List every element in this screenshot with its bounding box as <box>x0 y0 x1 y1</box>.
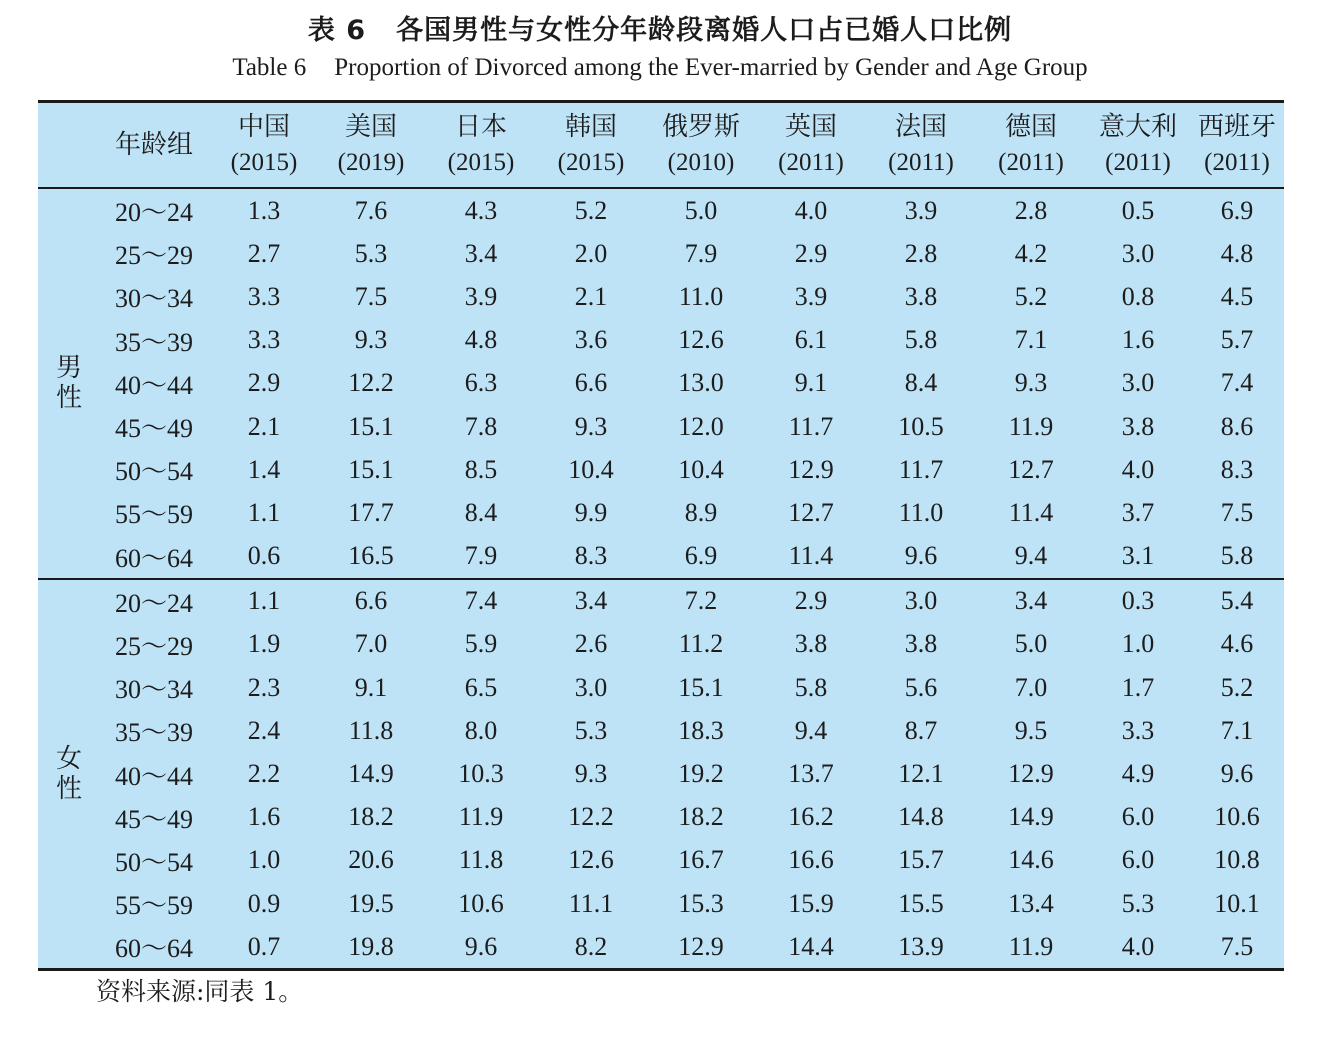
table-row <box>38 709 1284 752</box>
value-cell: 9.9 <box>574 497 608 527</box>
value-cell: 1.1 <box>247 497 281 527</box>
header-country-name: 法国 <box>894 112 947 142</box>
value-cell: 4.0 <box>1121 931 1155 961</box>
value-cell: 2.9 <box>794 238 828 268</box>
value-cell: 9.1 <box>354 672 388 702</box>
value-cell: 8.2 <box>574 931 608 961</box>
value-cell: 3.8 <box>904 629 938 659</box>
value-cell: 2.3 <box>247 672 281 702</box>
table-row <box>38 491 1284 534</box>
value-cell: 3.6 <box>574 325 608 355</box>
age-group-cell: 45～49 <box>114 804 193 834</box>
value-cell: 4.3 <box>464 195 498 225</box>
value-cell: 3.0 <box>574 672 608 702</box>
table-row <box>38 535 1284 579</box>
value-cell: 5.8 <box>794 672 828 702</box>
value-cell: 4.2 <box>1014 238 1048 268</box>
age-group-cell: 30～34 <box>114 284 193 314</box>
header-country-year: (2011) <box>1204 149 1270 176</box>
table-row <box>38 448 1284 491</box>
value-cell: 9.6 <box>464 931 498 961</box>
value-cell: 11.4 <box>788 541 834 571</box>
value-cell: 3.8 <box>794 629 828 659</box>
value-cell: 10.4 <box>678 454 724 484</box>
value-cell: 17.7 <box>348 497 394 527</box>
table-row <box>38 405 1284 448</box>
value-cell: 3.9 <box>794 281 828 311</box>
value-cell: 7.0 <box>354 629 388 659</box>
table-row <box>38 839 1284 882</box>
value-cell: 7.1 <box>1220 715 1254 745</box>
value-cell: 12.6 <box>568 845 614 875</box>
value-cell: 1.6 <box>247 802 281 832</box>
age-group-cell: 25～29 <box>114 631 193 661</box>
value-cell: 0.6 <box>247 541 281 571</box>
value-cell: 6.5 <box>464 672 498 702</box>
value-cell: 16.2 <box>788 802 834 832</box>
header-country-year: (2011) <box>1105 149 1171 176</box>
value-cell: 7.0 <box>1014 672 1048 702</box>
value-cell: 8.0 <box>464 715 498 745</box>
table-title-english-text: Proportion of Divorced among the Ever-married by Gender and Age Group <box>334 54 1088 81</box>
value-cell: 4.8 <box>464 325 498 355</box>
header-country-name: 俄罗斯 <box>661 112 740 142</box>
value-cell: 3.0 <box>1121 238 1155 268</box>
value-cell: 12.7 <box>788 497 834 527</box>
value-cell: 15.1 <box>678 672 724 702</box>
value-cell: 16.5 <box>348 541 394 571</box>
value-cell: 5.3 <box>354 238 388 268</box>
header-country-name: 英国 <box>784 112 837 142</box>
age-group-cell: 60～64 <box>114 543 193 573</box>
value-cell: 6.1 <box>794 325 828 355</box>
value-cell: 5.9 <box>464 629 498 659</box>
value-cell: 13.0 <box>678 368 724 398</box>
value-cell: 12.9 <box>788 454 834 484</box>
value-cell: 0.8 <box>1121 281 1155 311</box>
value-cell: 4.0 <box>794 195 828 225</box>
value-cell: 15.1 <box>348 411 394 441</box>
gender-group-label: 女 性 <box>38 579 96 970</box>
value-cell: 5.2 <box>1014 281 1048 311</box>
header-country <box>756 102 866 189</box>
value-cell: 2.6 <box>574 629 608 659</box>
value-cell: 4.8 <box>1220 238 1254 268</box>
value-cell: 7.9 <box>464 541 498 571</box>
value-cell: 2.4 <box>247 715 281 745</box>
table-title-chinese-text: 各国男性与女性分年龄段离婚人口占已婚人口比例 <box>396 15 1013 46</box>
value-cell: 13.9 <box>898 931 944 961</box>
table-row <box>38 796 1284 839</box>
table-row <box>38 188 1284 232</box>
header-country <box>1086 102 1190 189</box>
value-cell: 7.9 <box>684 238 718 268</box>
header-country-year: (2015) <box>447 149 515 176</box>
header-country-name: 韩国 <box>564 112 617 142</box>
value-cell: 19.2 <box>678 759 724 789</box>
value-cell: 1.9 <box>247 629 281 659</box>
value-cell: 3.8 <box>1121 411 1155 441</box>
table-row <box>38 362 1284 405</box>
value-cell: 12.6 <box>678 325 724 355</box>
value-cell: 11.9 <box>458 802 504 832</box>
value-cell: 6.9 <box>684 541 718 571</box>
value-cell: 2.9 <box>247 368 281 398</box>
value-cell: 15.3 <box>678 888 724 918</box>
value-cell: 6.6 <box>574 368 608 398</box>
value-cell: 3.4 <box>976 579 1086 623</box>
header-country-name: 美国 <box>344 112 397 142</box>
value-cell: 11.9 <box>1008 411 1054 441</box>
age-group-cell: 35～39 <box>114 327 193 357</box>
value-cell: 9.3 <box>574 759 608 789</box>
value-cell: 19.8 <box>348 931 394 961</box>
header-country <box>976 102 1086 189</box>
value-cell: 9.3 <box>354 325 388 355</box>
table-row <box>38 882 1284 925</box>
age-group-cell: 20～24 <box>114 198 193 228</box>
value-cell: 15.5 <box>898 888 944 918</box>
value-cell: 12.9 <box>1008 759 1054 789</box>
value-cell: 2.9 <box>756 579 866 623</box>
value-cell: 19.5 <box>348 888 394 918</box>
table-row <box>38 579 1284 623</box>
value-cell: 5.2 <box>574 195 608 225</box>
value-cell: 15.1 <box>348 454 394 484</box>
value-cell: 1.7 <box>1121 672 1155 702</box>
value-cell: 13.7 <box>788 759 834 789</box>
value-cell: 3.4 <box>464 238 498 268</box>
value-cell: 11.0 <box>678 281 724 311</box>
header-country-name: 德国 <box>1004 112 1057 142</box>
value-cell: 15.7 <box>898 845 944 875</box>
value-cell: 12.7 <box>1008 454 1054 484</box>
table-row <box>38 623 1284 666</box>
value-cell: 6.0 <box>1121 802 1155 832</box>
value-cell: 7.5 <box>354 281 388 311</box>
table-row <box>38 319 1284 362</box>
divorce-proportion-table <box>38 100 1284 971</box>
value-cell: 12.2 <box>568 802 614 832</box>
header-country-year: (2019) <box>337 149 405 176</box>
value-cell: 20.6 <box>348 845 394 875</box>
value-cell: 11.8 <box>348 715 394 745</box>
header-country <box>316 102 426 189</box>
value-cell: 2.8 <box>1014 195 1048 225</box>
age-group-cell: 25～29 <box>114 241 193 271</box>
header-age-group: 年龄组 <box>96 102 212 189</box>
value-cell: 11.2 <box>678 629 724 659</box>
value-cell: 8.5 <box>464 454 498 484</box>
value-cell: 11.4 <box>1008 497 1054 527</box>
value-cell: 9.1 <box>794 368 828 398</box>
table-row <box>38 275 1284 318</box>
value-cell: 7.2 <box>646 579 756 623</box>
value-cell: 8.3 <box>1220 454 1254 484</box>
value-cell: 8.6 <box>1220 411 1254 441</box>
value-cell: 0.5 <box>1121 195 1155 225</box>
age-group-cell: 35～39 <box>114 718 193 748</box>
value-cell: 5.8 <box>904 325 938 355</box>
age-group-cell: 55～59 <box>114 891 193 921</box>
header-country-year: (2015) <box>557 149 625 176</box>
value-cell: 3.8 <box>904 281 938 311</box>
value-cell: 3.1 <box>1121 541 1155 571</box>
value-cell: 2.0 <box>574 238 608 268</box>
value-cell: 2.2 <box>247 759 281 789</box>
age-group-cell: 20～24 <box>96 579 212 623</box>
header-country-name: 意大利 <box>1098 112 1177 142</box>
value-cell: 5.3 <box>1121 888 1155 918</box>
value-cell: 13.4 <box>1008 888 1054 918</box>
value-cell: 2.8 <box>904 238 938 268</box>
age-group-cell: 50～54 <box>114 457 193 487</box>
value-cell: 8.4 <box>464 497 498 527</box>
value-cell: 0.9 <box>247 888 281 918</box>
header-country <box>536 102 646 189</box>
table-number-chinese: 表 6 <box>307 15 367 46</box>
value-cell: 2.7 <box>247 238 281 268</box>
table-number-english: Table 6 <box>232 54 307 81</box>
value-cell: 3.4 <box>536 579 646 623</box>
value-cell: 3.3 <box>1121 715 1155 745</box>
value-cell: 1.6 <box>1121 325 1155 355</box>
age-group-cell: 40～44 <box>114 370 193 400</box>
value-cell: 7.4 <box>426 579 536 623</box>
value-cell: 10.1 <box>1214 888 1260 918</box>
value-cell: 5.2 <box>1220 672 1254 702</box>
value-cell: 11.8 <box>458 845 504 875</box>
table-row <box>38 666 1284 709</box>
value-cell: 3.9 <box>464 281 498 311</box>
value-cell: 10.8 <box>1214 845 1260 875</box>
value-cell: 3.3 <box>247 325 281 355</box>
value-cell: 11.7 <box>788 411 834 441</box>
value-cell: 9.4 <box>1014 541 1048 571</box>
value-cell: 11.7 <box>898 454 944 484</box>
value-cell: 9.5 <box>1014 715 1048 745</box>
value-cell: 7.1 <box>1014 325 1048 355</box>
value-cell: 7.5 <box>1220 497 1254 527</box>
value-cell: 9.3 <box>1014 368 1048 398</box>
value-cell: 1.3 <box>247 195 281 225</box>
value-cell: 12.1 <box>898 759 944 789</box>
value-cell: 9.6 <box>1220 759 1254 789</box>
value-cell: 4.9 <box>1121 759 1155 789</box>
value-cell: 7.4 <box>1220 368 1254 398</box>
value-cell: 1.0 <box>1121 629 1155 659</box>
age-group-cell: 40～44 <box>114 761 193 791</box>
header-country-name: 中国 <box>237 112 290 142</box>
value-cell: 12.2 <box>348 368 394 398</box>
value-cell: 5.0 <box>1014 629 1048 659</box>
value-cell: 11.9 <box>1008 931 1054 961</box>
table-row <box>38 232 1284 275</box>
age-group-cell: 45～49 <box>114 414 193 444</box>
value-cell: 14.6 <box>1008 845 1054 875</box>
table-title-english <box>0 54 1320 82</box>
value-cell: 6.6 <box>316 579 426 623</box>
value-cell: 1.0 <box>247 845 281 875</box>
value-cell: 6.3 <box>464 368 498 398</box>
value-cell: 2.1 <box>574 281 608 311</box>
value-cell: 1.4 <box>247 454 281 484</box>
value-cell: 18.2 <box>348 802 394 832</box>
value-cell: 12.9 <box>678 931 724 961</box>
value-cell: 5.3 <box>574 715 608 745</box>
value-cell: 8.4 <box>904 368 938 398</box>
value-cell: 18.2 <box>678 802 724 832</box>
header-country-year: (2015) <box>230 149 298 176</box>
value-cell: 3.3 <box>247 281 281 311</box>
value-cell: 10.6 <box>1214 802 1260 832</box>
value-cell: 6.0 <box>1121 845 1155 875</box>
header-country <box>212 102 316 189</box>
value-cell: 6.9 <box>1220 195 1254 225</box>
header-country <box>426 102 536 189</box>
header-country-year: (2011) <box>998 149 1064 176</box>
value-cell: 11.0 <box>898 497 944 527</box>
header-country <box>646 102 756 189</box>
table-row <box>38 925 1284 970</box>
value-cell: 2.1 <box>247 411 281 441</box>
age-group-cell: 50～54 <box>114 847 193 877</box>
source-note: 资料来源:同表 1。 <box>96 977 304 1006</box>
table-header-row <box>38 102 1284 189</box>
table-row <box>38 752 1284 795</box>
value-cell: 4.6 <box>1220 629 1254 659</box>
gender-group-label: 男 性 <box>55 353 82 414</box>
value-cell: 8.3 <box>574 541 608 571</box>
header-country <box>1190 102 1284 189</box>
value-cell: 7.6 <box>354 195 388 225</box>
value-cell: 12.0 <box>678 411 724 441</box>
value-cell: 10.3 <box>458 759 504 789</box>
value-cell: 5.6 <box>904 672 938 702</box>
header-country-year: (2010) <box>667 149 735 176</box>
value-cell: 7.5 <box>1220 931 1254 961</box>
value-cell: 10.5 <box>898 411 944 441</box>
age-group-cell: 30～34 <box>114 675 193 705</box>
value-cell: 1.1 <box>212 579 316 623</box>
value-cell: 16.7 <box>678 845 724 875</box>
value-cell: 9.6 <box>904 541 938 571</box>
header-country-year: (2011) <box>888 149 954 176</box>
value-cell: 4.5 <box>1220 281 1254 311</box>
value-cell: 15.9 <box>788 888 834 918</box>
value-cell: 3.0 <box>866 579 976 623</box>
value-cell: 3.9 <box>904 195 938 225</box>
value-cell: 3.0 <box>1121 368 1155 398</box>
header-country <box>866 102 976 189</box>
header-country-year: (2011) <box>778 149 844 176</box>
value-cell: 4.0 <box>1121 454 1155 484</box>
value-cell: 0.3 <box>1086 579 1190 623</box>
value-cell: 8.7 <box>904 715 938 745</box>
value-cell: 8.9 <box>684 497 718 527</box>
age-group-cell: 55～59 <box>114 500 193 530</box>
value-cell: 5.0 <box>684 195 718 225</box>
value-cell: 0.7 <box>247 931 281 961</box>
table-body <box>38 188 1284 970</box>
table-title-chinese <box>0 8 1320 47</box>
value-cell: 9.4 <box>794 715 828 745</box>
value-cell: 14.8 <box>898 802 944 832</box>
value-cell: 14.9 <box>348 759 394 789</box>
header-country-name: 日本 <box>454 112 507 142</box>
header-country-name: 西班牙 <box>1197 112 1276 142</box>
age-group-cell: 60～64 <box>114 934 193 964</box>
value-cell: 14.9 <box>1008 802 1054 832</box>
value-cell: 14.4 <box>788 931 834 961</box>
value-cell: 10.6 <box>458 888 504 918</box>
value-cell: 5.7 <box>1220 325 1254 355</box>
value-cell: 10.4 <box>568 454 614 484</box>
value-cell: 7.8 <box>464 411 498 441</box>
value-cell: 18.3 <box>678 715 724 745</box>
value-cell: 3.7 <box>1121 497 1155 527</box>
value-cell: 11.1 <box>568 888 614 918</box>
value-cell: 9.3 <box>574 411 608 441</box>
value-cell: 5.8 <box>1220 541 1254 571</box>
header-group-blank <box>38 102 96 189</box>
value-cell: 5.4 <box>1190 579 1284 623</box>
value-cell: 16.6 <box>788 845 834 875</box>
